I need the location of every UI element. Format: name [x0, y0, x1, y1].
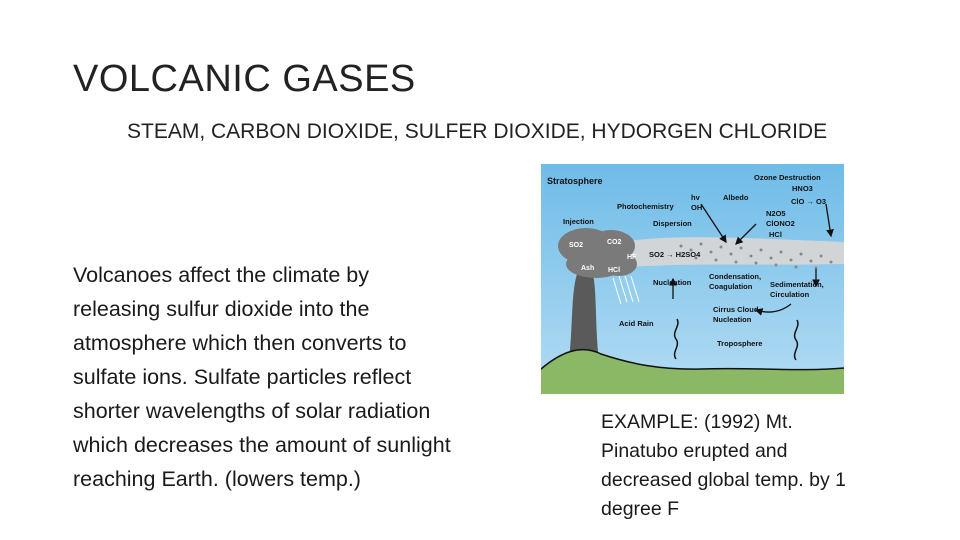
label-troposphere: Troposphere	[717, 339, 763, 348]
label-so2: SO2	[569, 242, 584, 249]
slide-title: VOLCANIC GASES	[73, 58, 416, 100]
label-hv: hv	[691, 193, 700, 202]
label-co2: CO2	[607, 239, 622, 246]
example-paragraph	[601, 408, 901, 524]
label-hcl-cloud: HCl	[608, 267, 621, 274]
label-clo-o3: ClO → O3	[791, 197, 827, 206]
label-n2o5: N2O5	[766, 209, 786, 218]
label-albedo: Albedo	[723, 193, 749, 202]
slide-subtitle: STEAM, CARBON DIOXIDE, SULFER DIOXIDE, HYDORGEN CHLORIDE	[127, 120, 828, 143]
label-so2-h2so4: SO2 → H2SO4	[649, 250, 701, 259]
body-line: which decreases the amount of sunlight	[73, 433, 451, 457]
example-line: Pinatubo erupted and	[601, 440, 788, 462]
body-line: reaching Earth. (lowers temp.)	[73, 467, 361, 491]
body-line: atmosphere which then converts to	[73, 331, 407, 355]
example-line: EXAMPLE: (1992) Mt.	[601, 411, 793, 433]
body-line: releasing sulfur dioxide into the	[73, 297, 370, 321]
label-nucleation: Nucleation	[653, 278, 692, 287]
example-line: decreased global temp. by 1	[601, 469, 846, 491]
label-ozone-destruction: Ozone Destruction	[754, 173, 821, 182]
label-sedimentation: Sedimentation,	[770, 280, 824, 289]
volcano-diagram	[541, 164, 844, 394]
label-clono2: ClONO2	[766, 219, 795, 228]
aerosol-plume	[601, 237, 844, 268]
label-cirrus-nucleation: Nucleation	[713, 315, 752, 324]
body-line: Volcanoes affect the climate by	[73, 263, 370, 287]
label-stratosphere: Stratosphere	[547, 176, 603, 186]
body-line: sulfate ions. Sulfate particles reflect	[73, 365, 412, 389]
label-injection: Injection	[563, 217, 594, 226]
label-dispersion: Dispersion	[653, 219, 692, 228]
label-condensation: Condensation,	[709, 272, 762, 281]
label-hf: HF	[627, 254, 637, 261]
example-line: degree F	[601, 498, 680, 520]
volcano-diagram-svg	[541, 164, 844, 394]
body-paragraph	[73, 258, 543, 496]
body-line: shorter wavelengths of solar radiation	[73, 399, 431, 423]
label-coagulation: Coagulation	[709, 282, 753, 291]
label-circulation: Circulation	[770, 290, 810, 299]
label-hcl-top: HCl	[769, 230, 782, 239]
label-photochemistry: Photochemistry	[617, 202, 674, 211]
label-ash: Ash	[581, 265, 595, 272]
label-oh: OH	[691, 203, 703, 212]
label-hno3: HNO3	[792, 184, 813, 193]
label-cirrus-cloud: Cirrus Cloud	[713, 305, 759, 314]
label-acid-rain: Acid Rain	[619, 319, 654, 328]
ash-cloud	[558, 228, 637, 278]
